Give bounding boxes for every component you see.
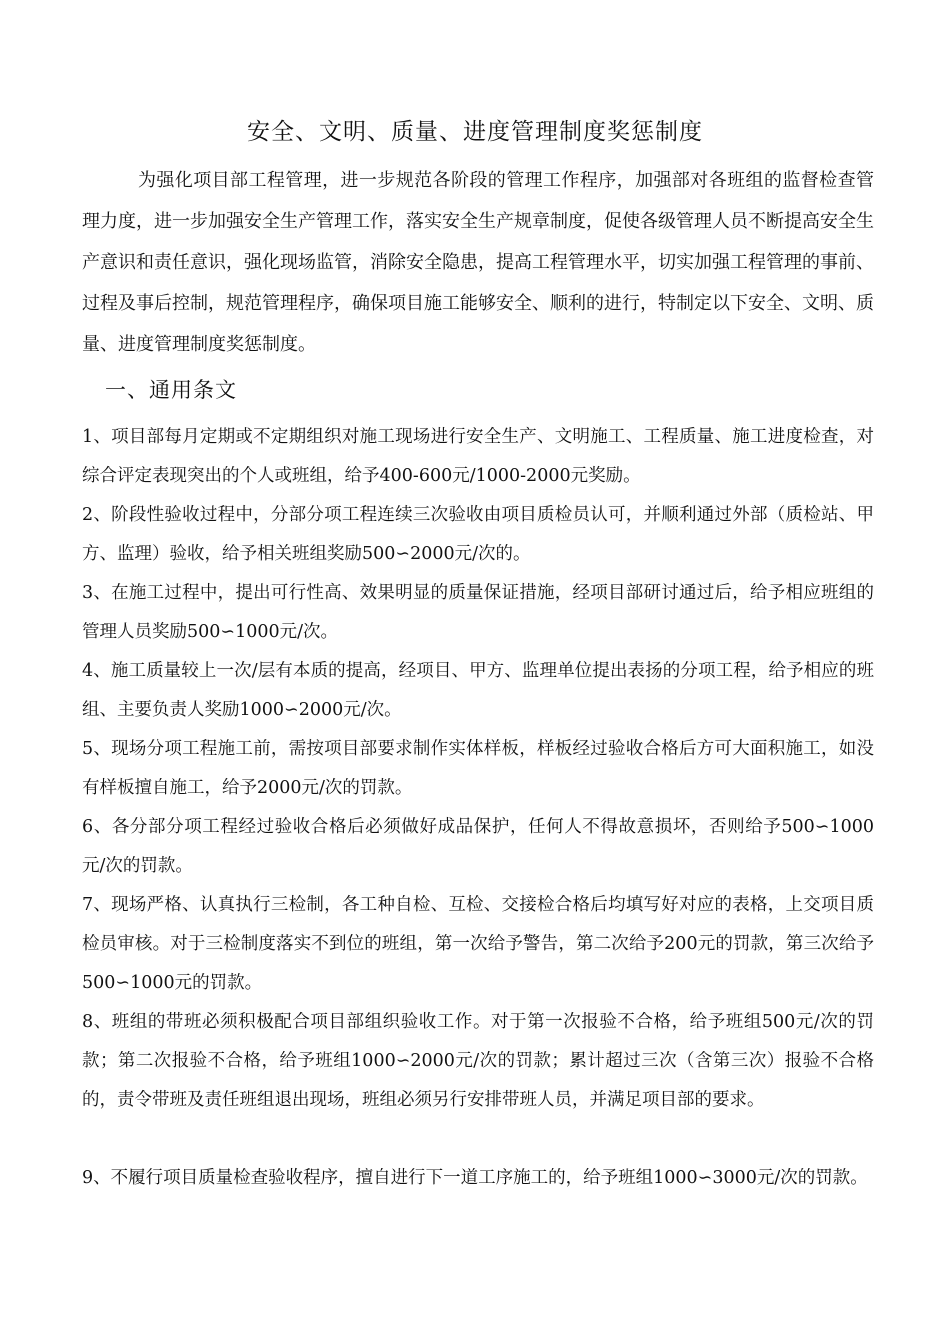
clause-2: 2、阶段性验收过程中，分部分项工程连续三次验收由项目质检员认可，并顺利通过外部（质检站、甲方、监理）验收，给予相关班组奖励500∽2000元/次的。	[82, 505, 874, 564]
clause-7: 7、现场严格、认真执行三检制，各工种自检、互检、交接检合格后均填写好对应的表格，上交项目质检员审核。对于三检制度落实不到位的班组，第一次给予警告，第二次给予200元的罚款，第三次给予500∽1000元的罚款。	[82, 895, 874, 993]
clause-5: 5、现场分项工程施工前，需按项目部要求制作实体样板，样板经过验收合格后方可大面积施工，如没有样板擅自施工，给予2000元/次的罚款。	[82, 739, 874, 798]
clause-3: 3、在施工过程中，提出可行性高、效果明显的质量保证措施，经项目部研讨通过后，给予相应班组的管理人员奖励500∽1000元/次。	[82, 583, 874, 642]
clause-8: 8、班组的带班必须积极配合项目部组织验收工作。对于第一次报验不合格，给予班组500元/次的罚款；第二次报验不合格，给予班组1000∽2000元/次的罚款；累计超过三次（含第三次）报验不合格的，责令带班及责任班组退出现场，班组必须另行安排带班人员，并满足项目部的要求。	[82, 1012, 874, 1110]
clause-6: 6、各分部分项工程经过验收合格后必须做好成品保护，任何人不得故意损坏，否则给予500∽1000元/次的罚款。	[82, 817, 874, 876]
intro-paragraph: 为强化项目部工程管理，进一步规范各阶段的管理工作程序，加强部对各班组的监督检查管理力度，进一步加强安全生产管理工作，落实安全生产规章制度，促使各级管理人员不断提高安全生产意识和责任意识，强化现场监管，消除安全隐患，提高工程管理水平，切实加强工程管理的事前、过程及事后控制，规范管理程序，确保项目施工能够安全、顺利的进行，特制定以下安全、文明、质量、进度管理制度奖惩制度。	[82, 170, 874, 355]
clause-9: 9、不履行项目质量检查验收程序，擅自进行下一道工序施工的，给予班组1000∽3000元/次的罚款。	[82, 1168, 868, 1188]
clause-4: 4、施工质量较上一次/层有本质的提高，经项目、甲方、监理单位提出表扬的分项工程，给予相应的班组、主要负责人奖励1000∽2000元/次。	[82, 661, 874, 720]
document-title: 安全、文明、质量、进度管理制度奖惩制度	[247, 119, 703, 145]
section-heading-general: 一、通用条文	[105, 378, 237, 402]
clause-1: 1、项目部每月定期或不定期组织对施工现场进行安全生产、文明施工、工程质量、施工进度检查，对综合评定表现突出的个人或班组，给予400-600元/1000-2000元奖励。	[82, 427, 874, 486]
